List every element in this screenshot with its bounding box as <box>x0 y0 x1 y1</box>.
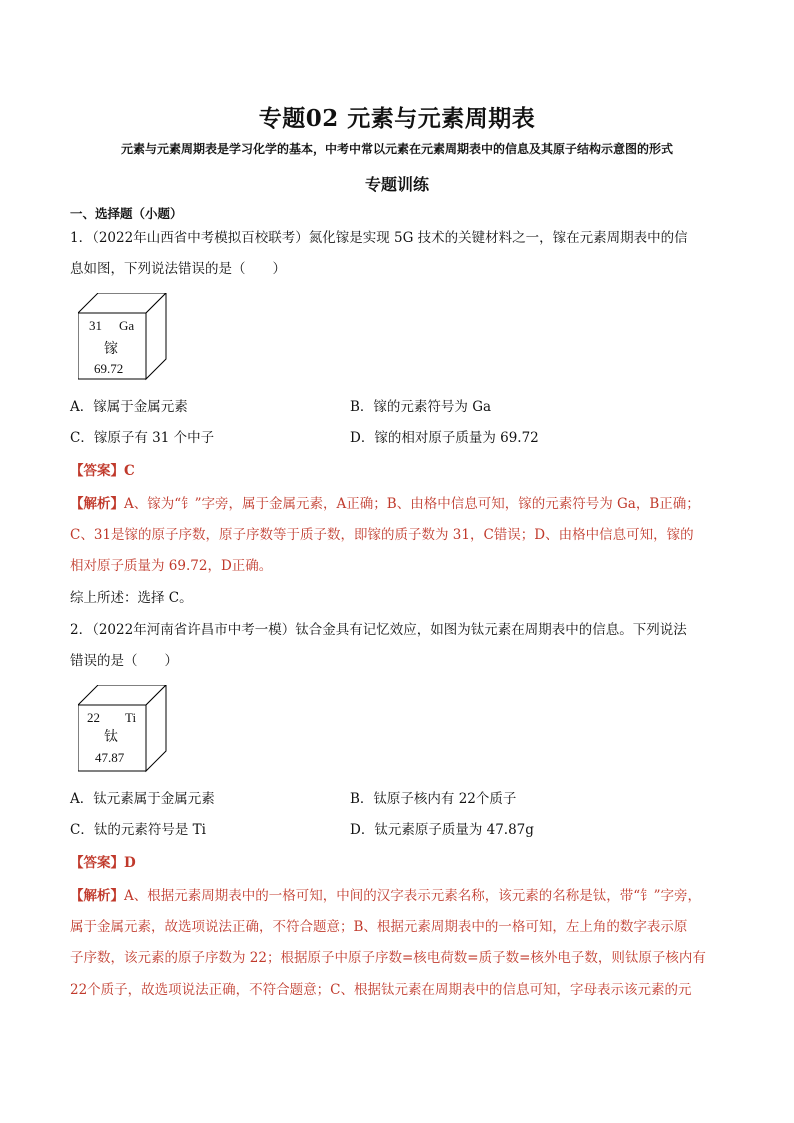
analysis-text: A、镓为“钅”字旁，属于金属元素，A正确；B、由格中信息可知，镓的元素符号为 Ga，B正确； <box>124 496 700 512</box>
q1-answer <box>70 461 135 481</box>
question-type-heading: 一、选择题（小题） <box>70 206 183 221</box>
q2-option-a: A．钛元素属于金属元素 <box>70 791 215 807</box>
q2-element-symbol: Ti <box>125 710 137 725</box>
page-subtitle: 元素与元素周期表是学习化学的基本，中考中常以元素在元素周期表中的信息及其原子结构示意图的形式 <box>120 142 673 156</box>
q2-analysis-line1 <box>70 886 701 906</box>
q1-element-symbol: Ga <box>119 318 135 333</box>
q2-option-c: C．钛的元素符号是 Ti <box>70 822 206 838</box>
q1-option-b: B．镓的元素符号为 Ga <box>350 399 492 415</box>
section-heading: 专题训练 <box>364 175 429 194</box>
q1-element-name: 镓 <box>104 341 118 357</box>
q2-atomic-number: 22 <box>87 710 100 725</box>
q1-atomic-number: 31 <box>89 318 102 333</box>
q1-analysis-line1 <box>70 494 700 514</box>
q1-stem-line2: 息如图，下列说法错误的是（ ） <box>70 261 286 277</box>
q2-element-cell <box>78 685 168 775</box>
q2-analysis-line4: 22个质子，故选项说法正确，不符合题意；C、根据钛元素在周期表中的信息可知，字母表示该元素的元 <box>70 982 692 998</box>
q1-stem-line1: 1．（2022年山西省中考模拟百校联考）氮化镓是实现 5G 技术的关键材料之一，镓在元素周期表中的信 <box>70 230 688 246</box>
q1-analysis-line3: 相对原子质量为 69.72，D正确。 <box>70 558 273 574</box>
q1-atomic-mass: 69.72 <box>94 361 124 376</box>
q2-option-d: D．钛元素原子质量为 47.87g <box>350 822 534 838</box>
analysis-label: 【解析】 <box>70 496 124 512</box>
page-title: 专题02 元素与元素周期表 <box>258 105 536 132</box>
q2-option-b: B．钛原子核内有 22个质子 <box>350 791 517 807</box>
q2-analysis-line2: 属于金属元素，故选项说法正确，不符合题意；B、根据元素周期表中的一格可知，左上角的数字表示原 <box>70 919 688 935</box>
q2-stem-line1: 2．（2022年河南省许昌市中考一模）钛合金具有记忆效应，如图为钛元素在周期表中的信息。下列说法 <box>70 622 687 638</box>
answer-label: 【答案】 <box>70 463 124 479</box>
q1-option-c: C．镓原子有 31 个中子 <box>70 430 215 446</box>
q2-atomic-mass: 47.87 <box>95 750 125 765</box>
q1-summary: 综上所述：选择 C。 <box>70 590 193 606</box>
q1-analysis-line2: C、31是镓的原子序数，原子序数等于质子数，即镓的质子数为 31，C错误；D、由格中信息可知，镓的 <box>70 527 694 543</box>
q1-option-a: A．镓属于金属元素 <box>70 399 188 415</box>
q1-element-cell <box>78 293 168 383</box>
answer-value: C <box>124 463 135 479</box>
analysis-label: 【解析】 <box>70 888 124 904</box>
q2-answer <box>70 853 136 873</box>
q1-option-d: D．镓的相对原子质量为 69.72 <box>350 430 539 446</box>
q2-analysis-line3: 子序数，该元素的原子序数为 22；根据原子中原子序数=核电荷数=质子数=核外电子数，则钛原子核内有 <box>70 950 706 966</box>
answer-label: 【答案】 <box>70 855 124 871</box>
answer-value: D <box>124 855 136 871</box>
q2-stem-line2: 错误的是（ ） <box>70 653 178 669</box>
q2-element-name: 钛 <box>104 729 118 745</box>
analysis-text: A、根据元素周期表中的一格可知，中间的汉字表示元素名称，该元素的名称是钛，带“钅”字旁， <box>124 888 702 904</box>
